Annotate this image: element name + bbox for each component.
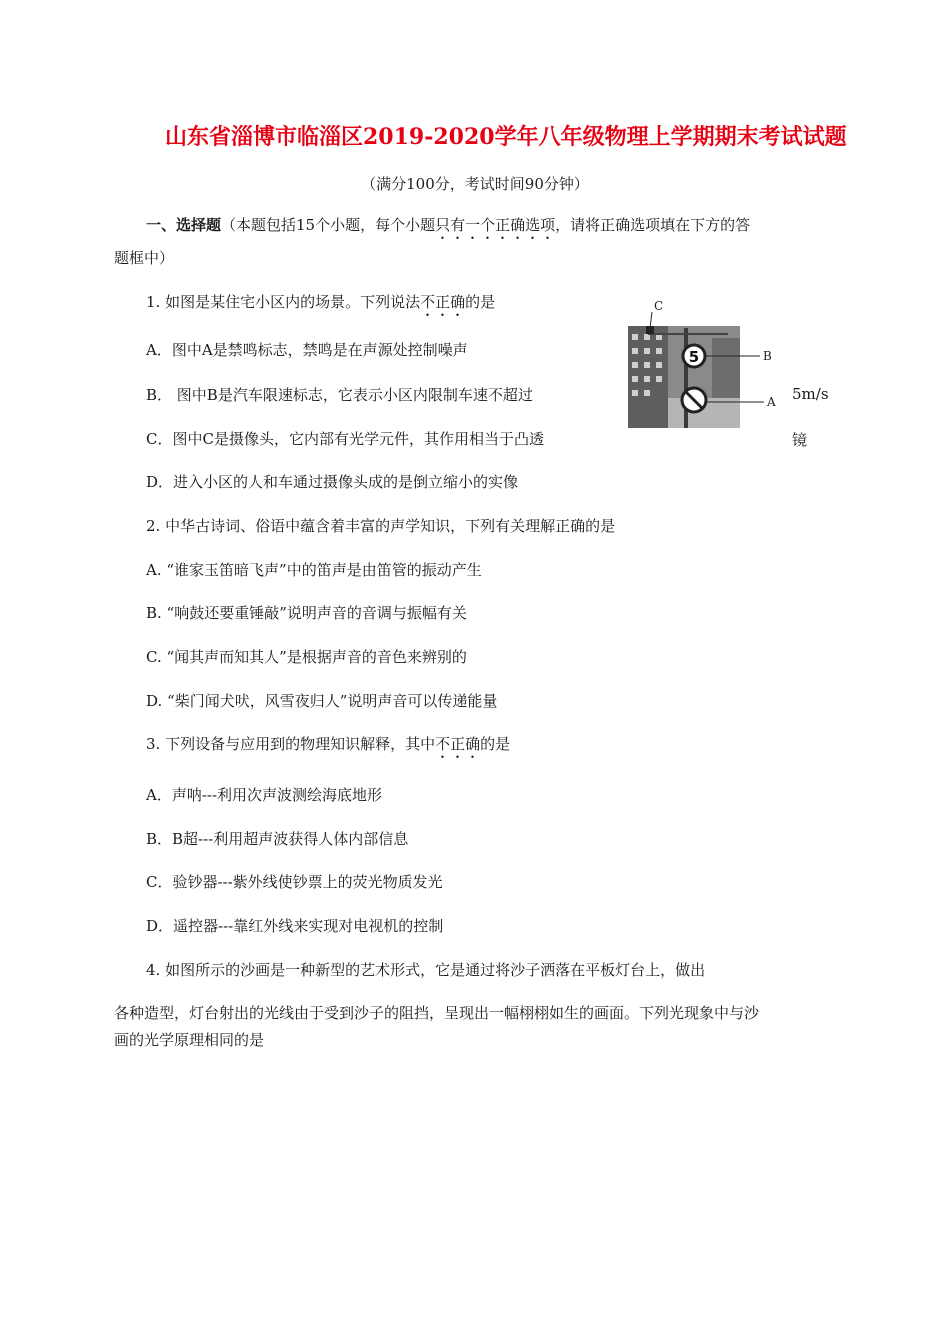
section-intro — [146, 215, 750, 243]
section-intro-emphasis: 只有一个正确选项 — [435, 216, 556, 234]
document-title: 山东省淄博市临淄区2019-2020学年八年级物理上学期期末考试试题 — [165, 124, 847, 150]
q1-option-b-tail: 5m/s — [792, 385, 829, 403]
q3-option-d: D．遥控器---靠红外线来实现对电视机的控制 — [146, 917, 444, 935]
q4-line2: 各种造型，灯台射出的光线由于受到沙子的阻挡，呈现出一幅栩栩如生的画面。下列光现象中与沙 — [114, 1004, 760, 1022]
q3-option-b: B．B超---利用超声波获得人体内部信息 — [146, 830, 409, 848]
section-intro-text-a: （本题包括15个小题，每个小题 — [221, 216, 436, 234]
q1-option-b: B． 图中B是汽车限速标志，它表示小区内限制车速不超过 — [146, 386, 533, 404]
section-intro-text-b: ，请将正确选项填在下方的答 — [555, 216, 751, 234]
q3-option-c: C．验钞器---紫外线使钞票上的荧光物质发光 — [146, 873, 443, 891]
q1-option-d: D．进入小区的人和车通过摄像头成的是倒立缩小的实像 — [146, 473, 519, 491]
q2-option-b: B. “响鼓还要重锤敲”说明声音的音调与振幅有关 — [146, 604, 467, 622]
q1-stem — [146, 292, 495, 320]
q1-stem-b: 的是 — [465, 293, 496, 311]
q3-option-a: A．声呐---利用次声波测绘海底地形 — [146, 786, 383, 804]
q1-option-a: A．图中A是禁鸣标志，禁鸣是在声源处控制噪声 — [146, 341, 468, 359]
label-a: A — [767, 395, 776, 409]
q3-stem-emphasis: 不正确 — [435, 735, 481, 753]
q4-line3: 画的光学原理相同的是 — [114, 1031, 265, 1049]
q2-option-a: A. “谁家玉笛暗飞声”中的笛声是由笛管的振动产生 — [146, 561, 482, 579]
q3-stem-b: 的是 — [480, 735, 511, 753]
speed-limit-number: 5 — [688, 348, 700, 366]
label-c: C — [654, 299, 664, 313]
q2-option-d: D. “柴门闻犬吠，风雪夜归人”说明声音可以传递能量 — [146, 692, 498, 710]
label-b: B — [763, 349, 772, 363]
exam-info: （满分100分，考试时间90分钟） — [361, 175, 589, 193]
q1-stem-emphasis: 不正确 — [420, 293, 466, 311]
section-heading: 一、选择题 — [146, 216, 222, 234]
q1-figure — [628, 298, 788, 428]
q1-option-c: C．图中C是摄像头，它内部有光学元件，其作用相当于凸透 — [146, 430, 544, 448]
q1-option-c-tail: 镜 — [792, 431, 808, 449]
q3-stem — [146, 734, 510, 762]
q2-option-c: C. “闻其声而知其人”是根据声音的音色来辨别的 — [146, 648, 467, 666]
q3-stem-a: 3. 下列设备与应用到的物理知识解释，其中 — [146, 735, 436, 753]
residential-scene-photo — [628, 298, 788, 428]
section-intro-line2: 题框中） — [114, 249, 175, 267]
q2-stem: 2. 中华古诗词、俗语中蕴含着丰富的声学知识，下列有关理解正确的是 — [146, 517, 616, 535]
q4-line1: 4. 如图所示的沙画是一种新型的艺术形式，它是通过将沙子洒落在平板灯台上，做出 — [146, 961, 706, 979]
q1-stem-a: 1. 如图是某住宅小区内的场景。下列说法 — [146, 293, 421, 311]
